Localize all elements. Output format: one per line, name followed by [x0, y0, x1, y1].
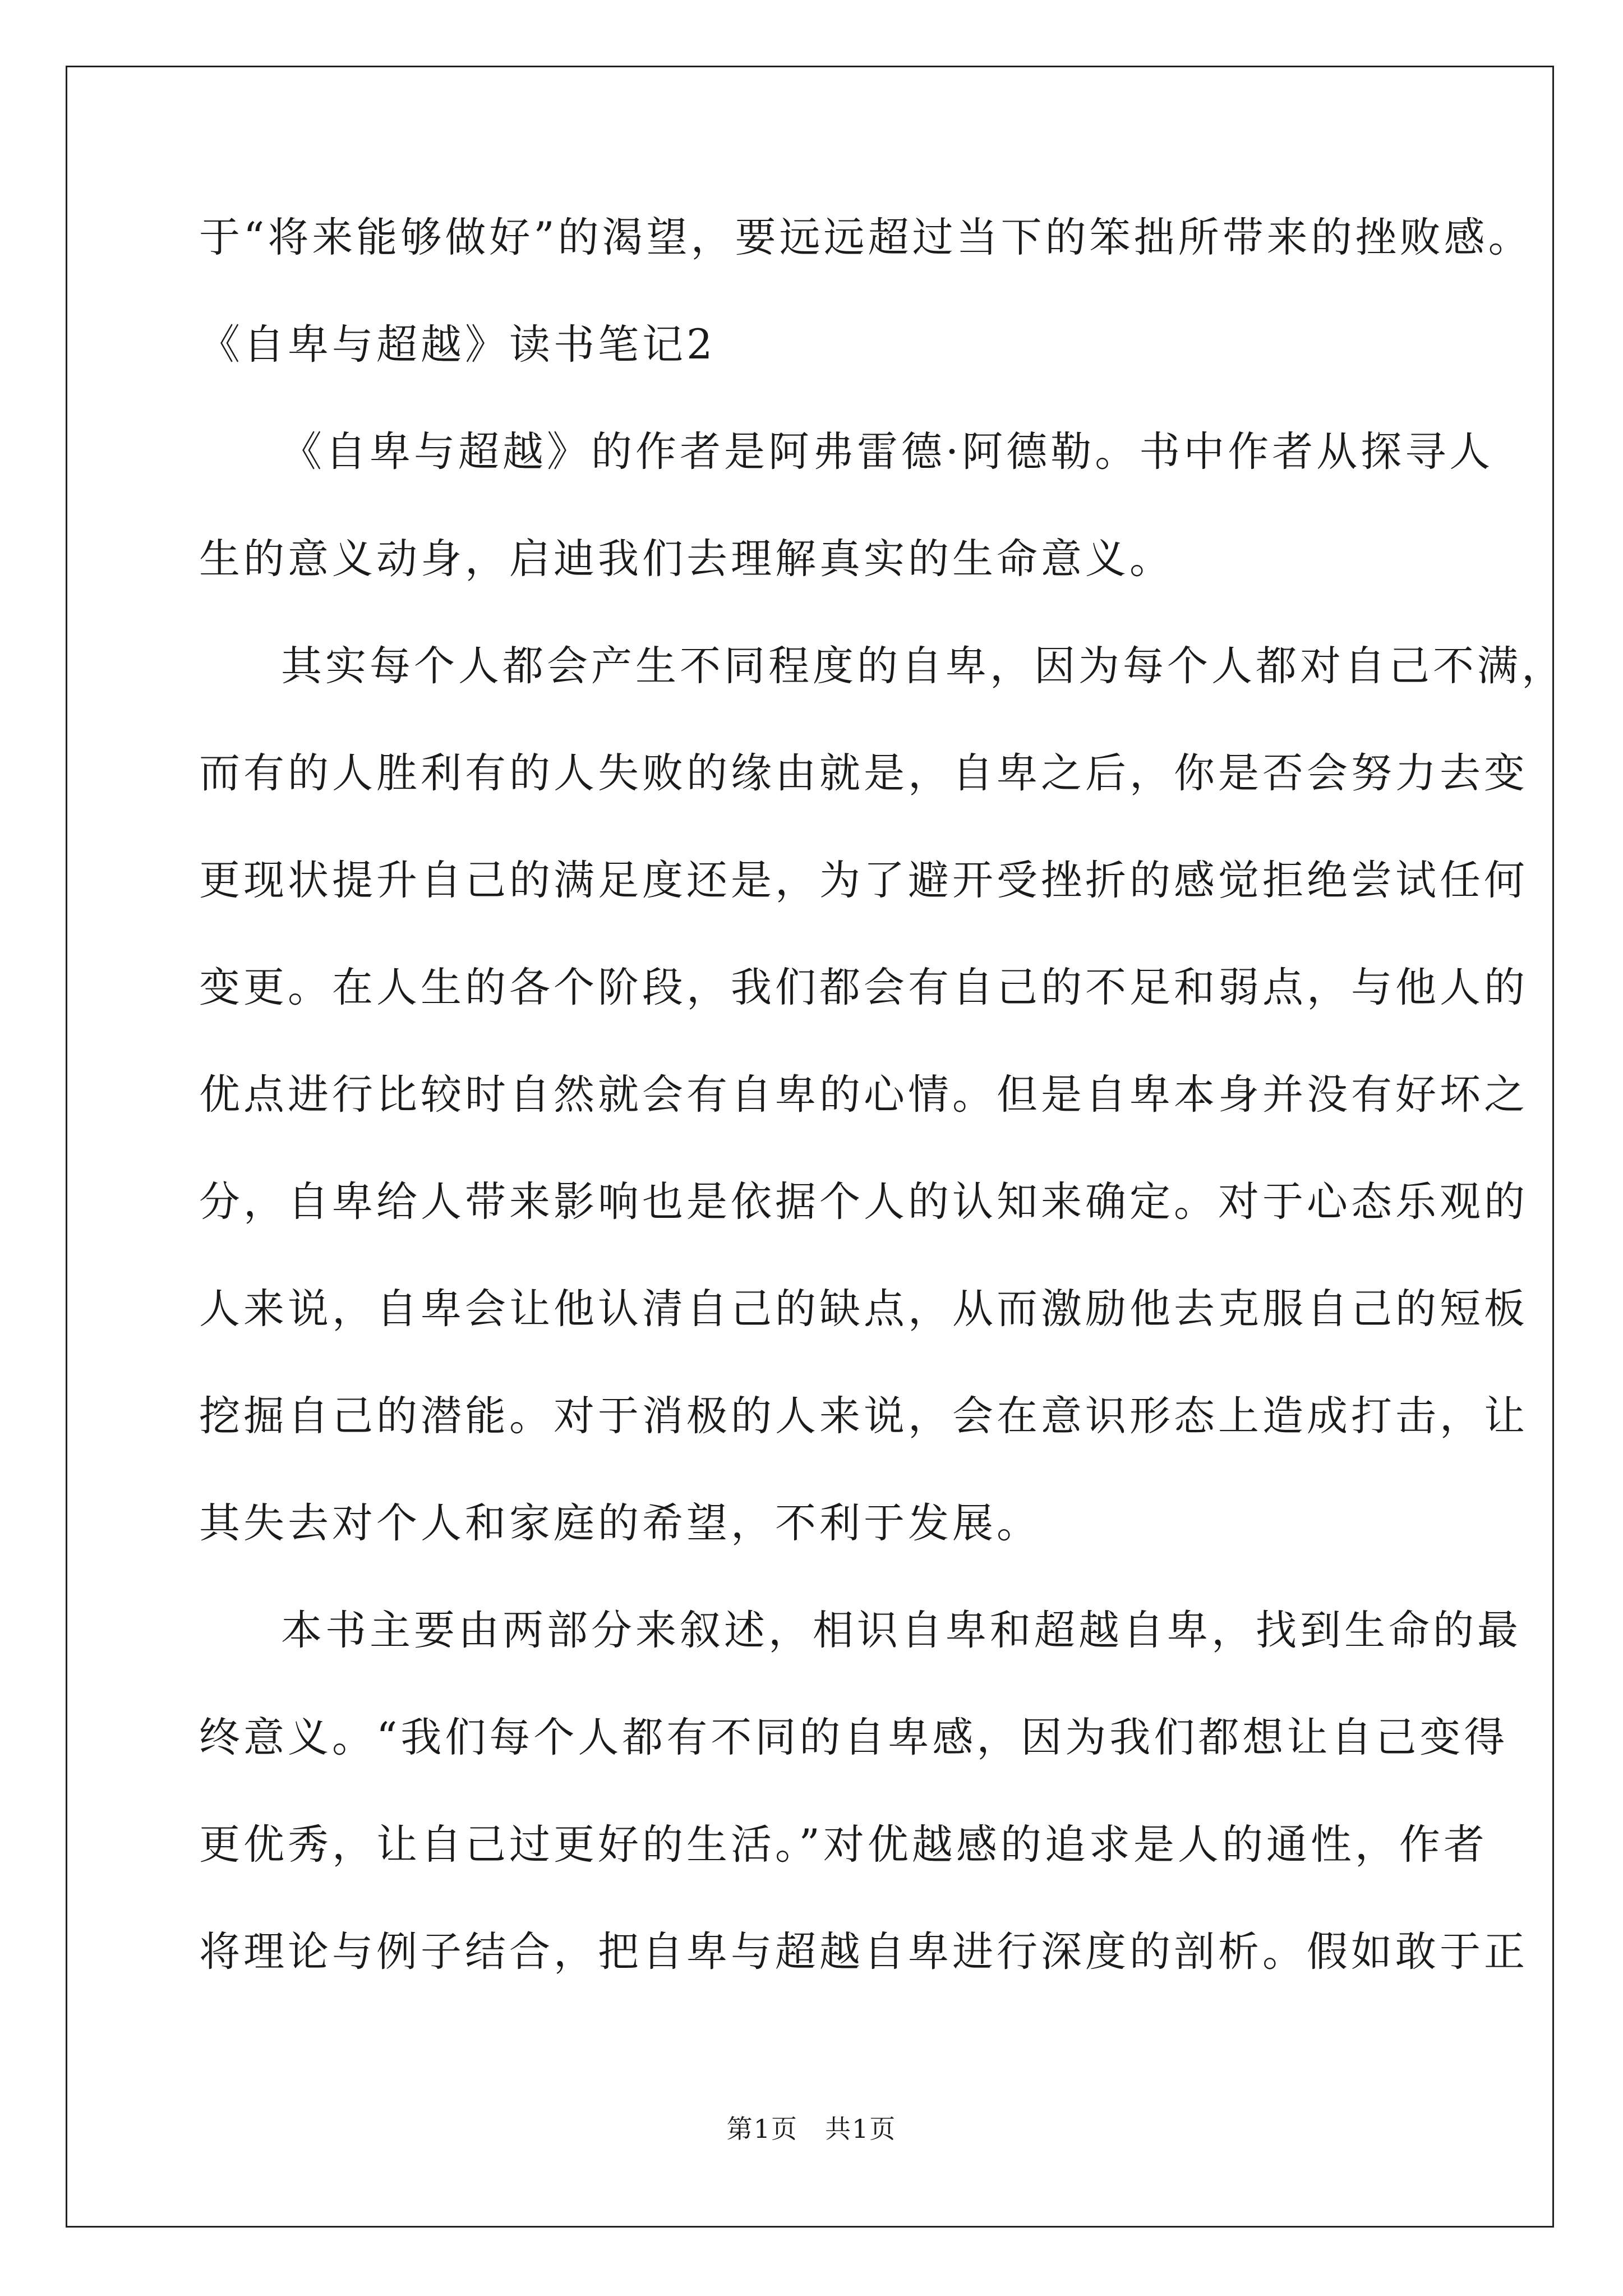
text-line: 更现状提升自己的满足度还是，为了避开受挫折的感觉拒绝尝试任何 [199, 857, 1528, 904]
page-footer: 第1页 共1页 [726, 2114, 897, 2144]
text-line: 于“将来能够做好”的渴望，要远远超过当下的笨拙所带来的挫败感。 [199, 214, 1533, 261]
text-line: 《自卑与超越》的作者是阿弗雷德·阿德勒。书中作者从探寻人 [281, 428, 1494, 476]
paragraph [199, 425, 1494, 587]
text-line: 其实每个人都会产生不同程度的自卑，因为每个人都对自己不满， [281, 642, 1566, 690]
text-line: 人来说，自卑会让他认清自己的缺点，从而激励他去克服自己的短板 [199, 1285, 1528, 1333]
text-line: 其失去对个人和家庭的希望，不利于发展。 [199, 1499, 1041, 1547]
text-line: 而有的人胜利有的人失败的缘由就是，自卑之后，你是否会努力去变 [199, 749, 1528, 797]
text-line: 挖掘自己的潜能。对于消极的人来说，会在意识形态上造成打击，让 [199, 1392, 1528, 1440]
text-line: 优点进行比较时自然就会有自卑的心情。但是自卑本身并没有好坏之 [199, 1071, 1528, 1119]
text-line: 变更。在人生的各个阶段，我们都会有自己的不足和弱点，与他人的 [199, 964, 1528, 1011]
text-line: 将理论与例子结合，把自卑与超越自卑进行深度的剖析。假如敢于正 [199, 1928, 1528, 1976]
section-heading: 《自卑与超越》读书笔记2 [199, 321, 716, 369]
text-line: 更优秀，让自己过更好的生活。”对优越感的追求是人的通性，作者 [199, 1821, 1488, 1869]
paragraph [199, 639, 1566, 1551]
text-line: 本书主要由两部分来叙述，相识自卑和超越自卑，找到生命的最 [281, 1607, 1521, 1654]
text-line: 分，自卑给人带来影响也是依据个人的认知来确定。对于心态乐观的 [199, 1178, 1528, 1226]
text-line: 终意义。“我们每个人都有不同的自卑感，因为我们都想让自己变得 [199, 1714, 1509, 1761]
document-body [199, 210, 1566, 1980]
paragraph [199, 1603, 1528, 1980]
text-line: 生的意义动身，启迪我们去理解真实的生命意义。 [199, 535, 1174, 583]
